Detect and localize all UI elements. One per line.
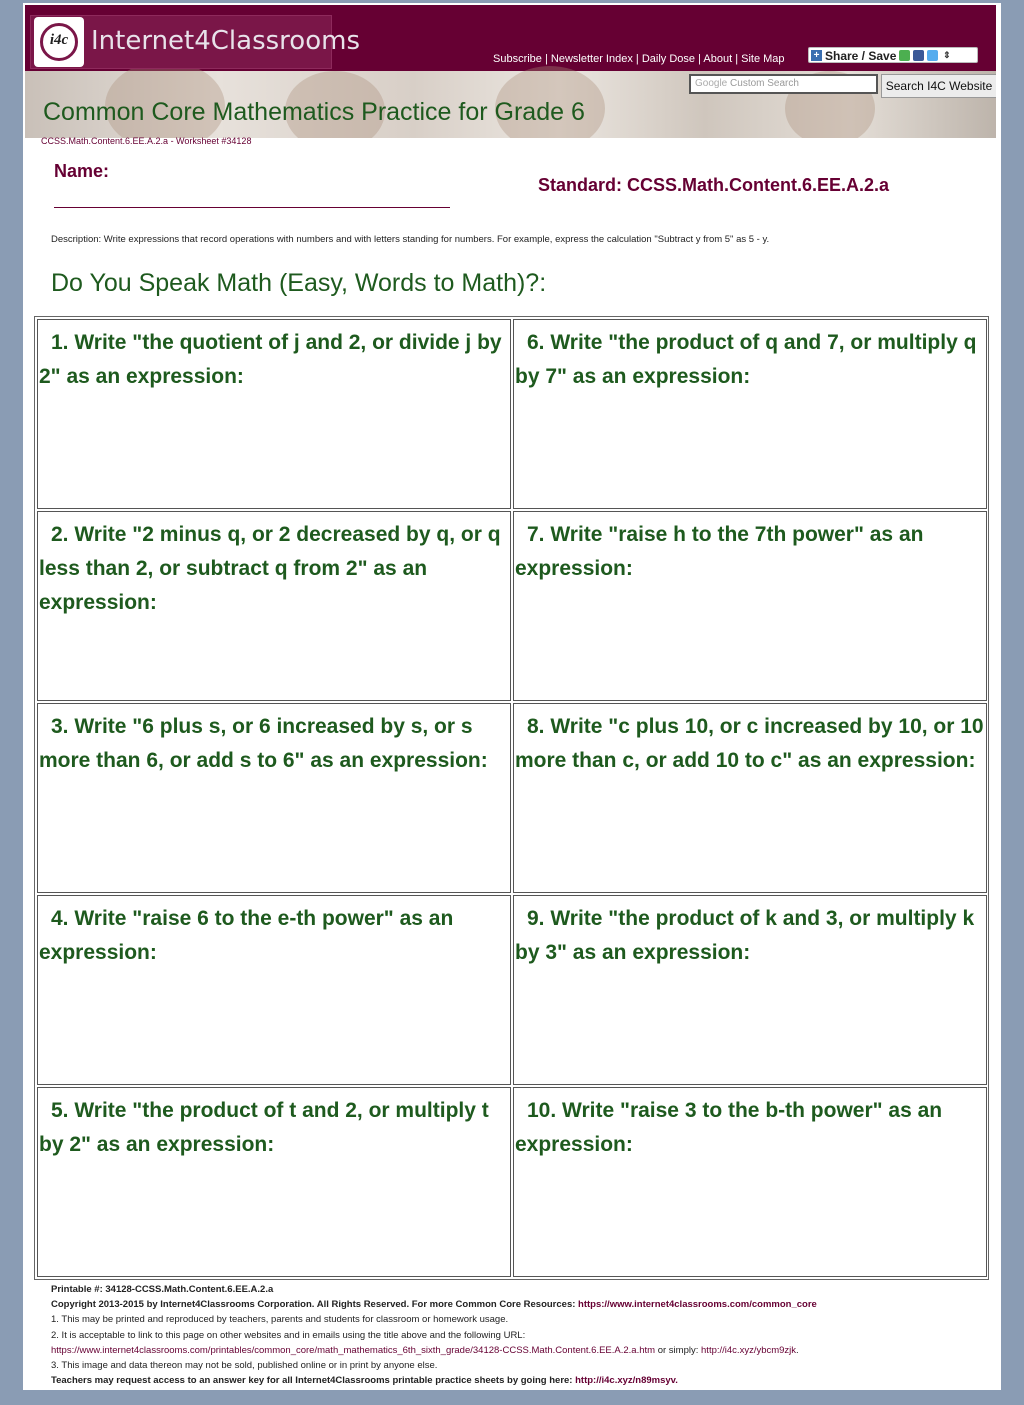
share-save-button[interactable]: + Share / Save ⇕: [808, 47, 978, 63]
nav-separator: |: [632, 53, 642, 65]
question-text: 8. Write "c plus 10, or c increased by 10, or 10 more than c, or add 10 to c" as an expression:: [515, 715, 984, 772]
copyright: Copyright 2013-2015 by Internet4Classrooms Corporation. All Rights Reserved. For more Common Core Resources: https://www.internet4classrooms.com/common_core: [51, 1299, 817, 1311]
question-text: 3. Write "6 plus s, or 6 increased by s, or s more than 6, or add s to 6" as an expression:: [39, 715, 488, 772]
page-title: Common Core Mathematics Practice for Grade 6: [43, 98, 585, 126]
nav-link-about[interactable]: About: [703, 53, 733, 65]
answer-key-note: Teachers may request access to an answer key for all Internet4Classrooms printable practice sheets by going here: http://i4c.xyz/n89msyv.: [51, 1375, 678, 1387]
questions-grid: [34, 316, 989, 1280]
question-cell: [513, 703, 987, 893]
question-cell: [37, 1087, 511, 1277]
common-core-link[interactable]: https://www.internet4classrooms.com/common_core: [578, 1299, 817, 1311]
top-nav: [493, 53, 785, 65]
footer-url-line: https://www.internet4classrooms.com/printables/common_core/math_mathematics_6th_sixth_grade/34128-CCSS.Math.Content.6.EE.A.2.a.htm or simply: http://i4c.xyz/ybcm9zjk.: [51, 1344, 799, 1356]
share-plus-icon: +: [811, 50, 822, 61]
standard-label: Standard: CCSS.Math.Content.6.EE.A.2.a: [538, 175, 890, 195]
question-text: 7. Write "raise h to the 7th power" as an expression:: [515, 523, 924, 580]
question-cell: [513, 895, 987, 1085]
chevron-updown-icon: ⇕: [943, 50, 951, 60]
answer-key-link[interactable]: http://i4c.xyz/n89msyv.: [575, 1375, 678, 1387]
question-text: 2. Write "2 minus q, or 2 decreased by q, or q less than 2, or subtract q from 2" as an expression:: [39, 523, 501, 614]
nav-separator: |: [695, 53, 704, 65]
name-label: Name:: [54, 161, 110, 181]
footer-note-1: 1. This may be printed and reproduced by teachers, parents and students for classroom or homework usage.: [51, 1314, 509, 1326]
question-cell: [37, 895, 511, 1085]
page: [23, 3, 1001, 1390]
question-text: 10. Write "raise 3 to the b-th power" as an expression:: [515, 1099, 943, 1156]
nav-link-newsletter-index[interactable]: Newsletter Index: [550, 53, 633, 65]
printable-number: Printable #: 34128-CCSS.Math.Content.6.EE.A.2.a: [51, 1284, 274, 1295]
question-cell: [37, 511, 511, 701]
footer: [51, 1282, 817, 1388]
name-line: [54, 207, 450, 208]
question-text: 1. Write "the quotient of j and 2, or divide j by 2" as an expression:: [39, 331, 502, 388]
email-share-icon: [899, 50, 910, 61]
footer-note-3: 3. This image and data thereon may not be sold, published online or in print by anyone else.: [51, 1360, 438, 1372]
logo-text: Internet4Classrooms: [91, 26, 360, 56]
nav-separator: |: [541, 53, 551, 65]
logo-badge-icon: i4c: [34, 17, 84, 67]
site-logo[interactable]: [30, 15, 360, 69]
question-text: 6. Write "the product of q and 7, or multiply q by 7" as an expression:: [515, 331, 977, 388]
question-cell: [513, 1087, 987, 1277]
nav-link-subscribe[interactable]: Subscribe: [493, 53, 542, 65]
nav-link-site-map[interactable]: Site Map: [741, 53, 785, 65]
question-text: 5. Write "the product of t and 2, or multiply t by 2" as an expression:: [39, 1099, 489, 1156]
breadcrumb: CCSS.Math.Content.6.EE.A.2.a - Worksheet #34128: [41, 136, 252, 146]
question-text: 4. Write "raise 6 to the e-th power" as an expression:: [39, 907, 454, 964]
question-cell: [37, 319, 511, 509]
search-button[interactable]: Search I4C Website: [881, 74, 996, 98]
worksheet-title: Do You Speak Math (Easy, Words to Math)?:: [51, 269, 547, 297]
nav-separator: |: [732, 53, 742, 65]
question-cell: [37, 703, 511, 893]
footer-note-2: 2. It is acceptable to link to this page on other websites and in emails using the title above and the following URL:: [51, 1329, 526, 1341]
page-url-link[interactable]: https://www.internet4classrooms.com/printables/common_core/math_mathematics_6th_sixth_grade/34128-CCSS.Math.Content.6.EE.A.2.a.htm: [51, 1344, 656, 1356]
description: Description: Write expressions that record operations with numbers and with letters standing for numbers. For example, express the calculation "Subtract y from 5" as 5 - y.: [51, 234, 770, 245]
search-input[interactable]: Google Custom Search: [689, 74, 878, 94]
nav-link-daily-dose[interactable]: Daily Dose: [641, 53, 696, 65]
site-banner: [25, 5, 996, 138]
twitter-icon: [927, 50, 938, 61]
facebook-icon: [913, 50, 924, 61]
question-text: 9. Write "the product of k and 3, or multiply k by 3" as an expression:: [515, 907, 975, 964]
question-cell: [513, 319, 987, 509]
question-cell: [513, 511, 987, 701]
short-url-link[interactable]: http://i4c.xyz/ybcm9zjk: [701, 1344, 797, 1356]
